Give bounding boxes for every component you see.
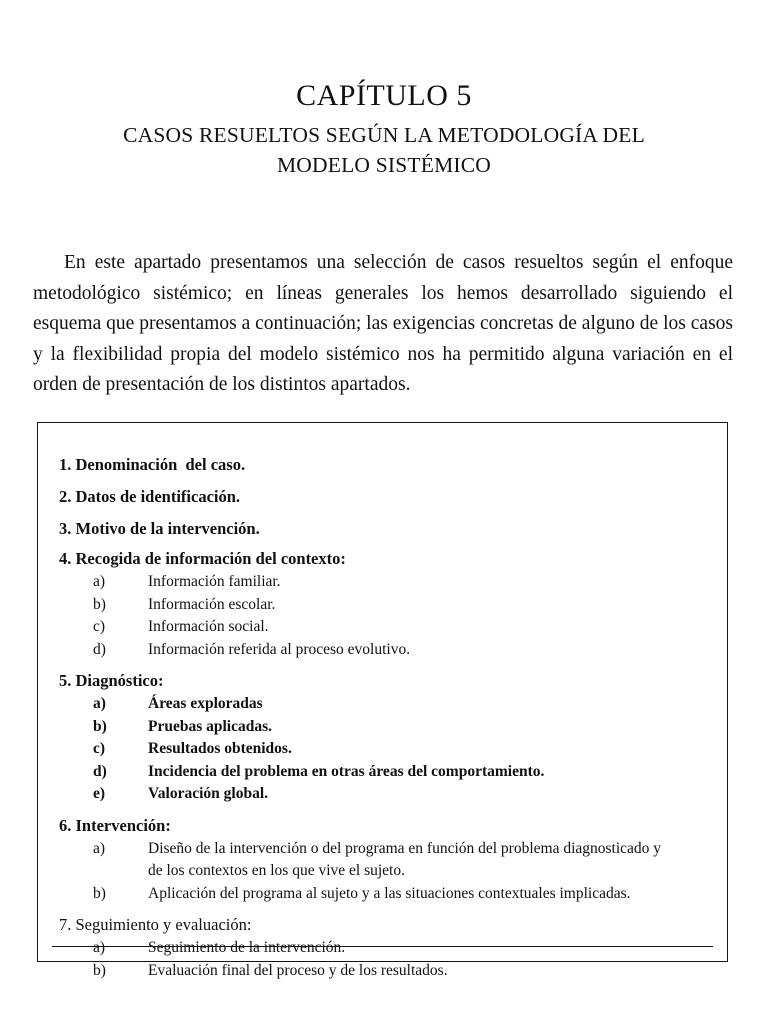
scheme-subitem-marker: c) [93, 618, 106, 635]
scheme-subitem-text [148, 960, 727, 983]
scheme-subitem [38, 937, 727, 960]
intro-paragraph: En este apartado presentamos una selección de casos resueltos según el enfoque metodológico sistémico; en líneas generales los hemos desarrollado siguiendo el esquema que presentamos a continuación; las exigencias concretas de alguno de los casos y la flexibilidad propia del modelo sistémico nos ha permitido alguna variación en el orden de presentación de los distintos apartados. [33, 252, 733, 395]
scheme-subitem-list [38, 571, 727, 661]
scheme-subitem-text-line: Evaluación final del proceso y de los resultados. [148, 961, 448, 979]
scheme-subitem-marker: b) [93, 595, 106, 613]
scheme-subitem-marker: a) [93, 939, 106, 956]
scheme-subitem-text [148, 761, 727, 784]
scheme-subitem-text [148, 716, 727, 739]
scheme-subitem [38, 571, 727, 594]
scheme-subitem-marker: b) [93, 884, 106, 902]
scheme-subitem-text [148, 693, 727, 716]
scheme-subitem [38, 738, 727, 761]
scheme-subitem [38, 693, 727, 716]
scheme-subitem [38, 594, 727, 617]
scheme-subitem-list [38, 693, 727, 806]
chapter-subtitle-line-1: CASOS RESUELTOS SEGÚN LA METODOLOGÍA DEL [123, 123, 645, 147]
scheme-item [38, 815, 727, 906]
scheme-subitem-marker: a) [93, 695, 106, 712]
scheme-item [38, 486, 727, 507]
scheme-subitem [38, 883, 727, 906]
scheme-subitem-text [148, 571, 727, 594]
scheme-item-heading: 7. Seguimiento y evaluación: [59, 915, 252, 934]
scheme-subitem-marker: b) [93, 961, 106, 979]
chapter-subtitle [0, 120, 768, 180]
scheme-box [37, 422, 728, 979]
scheme-subitem-text-line: Información escolar. [148, 595, 276, 613]
chapter-subtitle-line-2: MODELO SISTÉMICO [276, 153, 492, 177]
scheme-subitem-marker: d) [93, 640, 106, 658]
scheme-subitem-list [38, 937, 727, 982]
scheme-item [38, 548, 727, 661]
scheme-subitem-marker: e) [93, 785, 106, 802]
scheme-subitem-text [148, 838, 727, 883]
scheme-item-heading: 4. Recogida de información del contexto: [59, 549, 346, 568]
scheme-subitem-text-line: Aplicación del programa al sujeto y a las situaciones contextuales implicadas. [148, 884, 631, 902]
scheme-subitem-text [148, 594, 727, 617]
scheme-subitem-list [38, 838, 727, 906]
scheme-item-heading: 2. Datos de identificación. [59, 487, 241, 506]
scheme-subitem-text-line: Diseño de la intervención o del programa en función del problema diagnosticado y [148, 839, 662, 857]
scheme-subitem [38, 639, 727, 662]
box-inner-rule [52, 946, 713, 947]
scheme-list [38, 423, 727, 982]
scheme-subitem-text [148, 639, 727, 662]
scheme-item-heading: 5. Diagnóstico: [59, 671, 164, 690]
scheme-subitem-marker: b) [93, 717, 107, 735]
scheme-subitem-text-line: Pruebas aplicadas. [148, 717, 273, 735]
scheme-subitem-text-line: Áreas exploradas [148, 695, 263, 712]
chapter-heading [0, 78, 768, 180]
scheme-subitem-text-line: Información social. [148, 618, 269, 635]
scheme-item-heading: 6. Intervención: [59, 815, 171, 835]
scheme-subitem-text-line: Seguimiento de la intervención. [148, 939, 346, 956]
scheme-item [38, 914, 727, 982]
scheme-subitem-text [148, 616, 727, 639]
scheme-subitem-text [148, 937, 727, 960]
scheme-subitem-text-line: Valoración global. [148, 785, 268, 802]
chapter-title: CAPÍTULO 5 [296, 79, 472, 112]
scheme-subitem [38, 616, 727, 639]
scheme-subitem-text-line: Información familiar. [148, 573, 281, 590]
scheme-subitem-text-line: Incidencia del problema en otras áreas del comportamiento. [148, 762, 545, 780]
scheme-subitem-marker: a) [93, 839, 106, 857]
scheme-item [38, 670, 727, 806]
scheme-subitem-marker: c) [93, 740, 106, 757]
scheme-subitem-marker: a) [93, 573, 106, 590]
scheme-subitem [38, 783, 727, 806]
scheme-item-heading: 3. Motivo de la intervención. [59, 519, 260, 538]
scheme-subitem [38, 761, 727, 784]
scheme-item [38, 454, 727, 475]
scheme-subitem-text-line: Información referida al proceso evolutivo. [148, 640, 411, 658]
scheme-item [38, 518, 727, 539]
scheme-subitem-text [148, 783, 727, 806]
scheme-subitem-marker: d) [93, 762, 107, 780]
scheme-subitem [38, 716, 727, 739]
scheme-subitem [38, 838, 727, 883]
scheme-subitem-text [148, 738, 727, 761]
scheme-item-heading: 1. Denominación del caso. [59, 455, 246, 474]
scheme-subitem [38, 960, 727, 983]
scheme-subitem-text-line: Resultados obtenidos. [148, 740, 292, 757]
scheme-subitem-text-continuation: de los contextos en los que vive el sujeto. [148, 862, 405, 879]
scheme-subitem-text [148, 883, 727, 906]
